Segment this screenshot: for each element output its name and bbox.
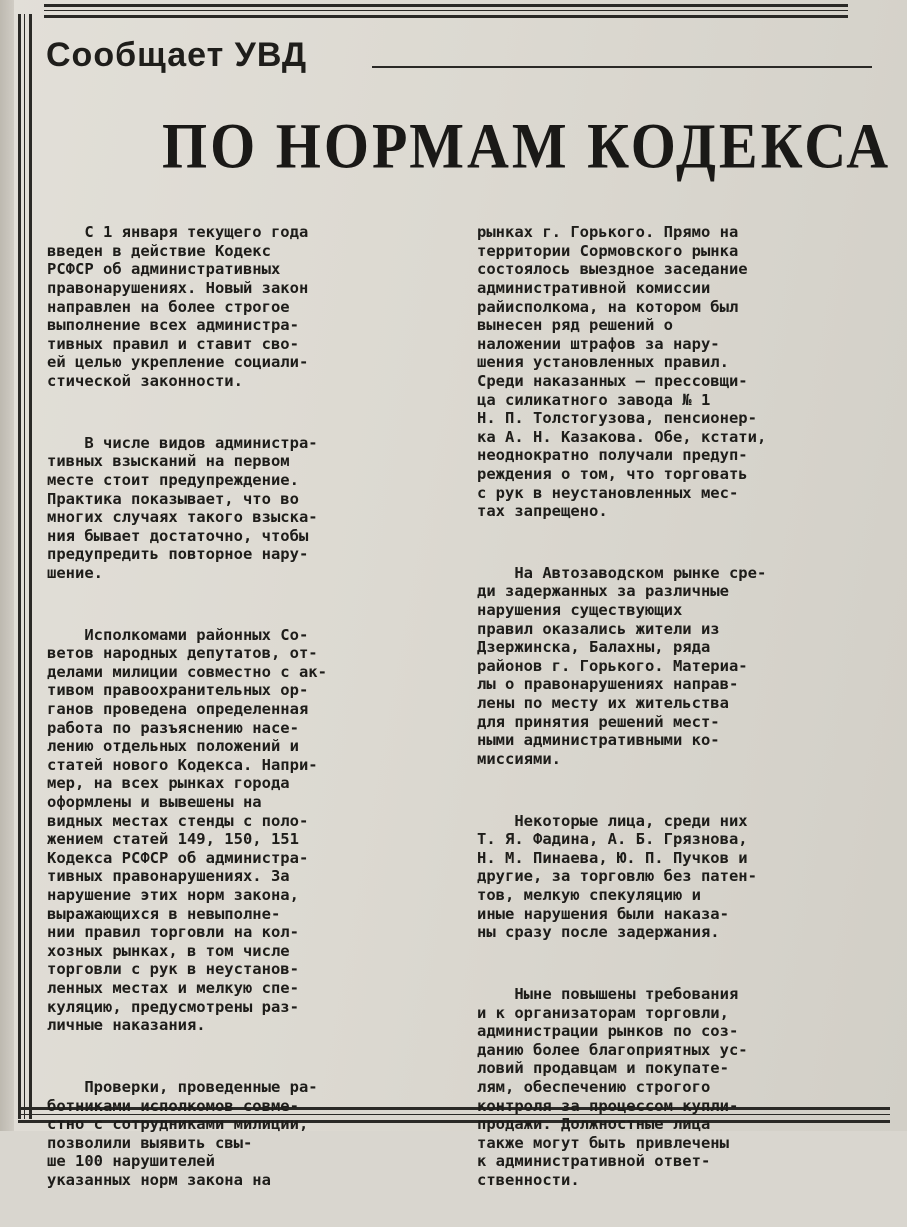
paragraph: В числе видов администра- тивных взысканий на первом месте стоит предупреждение. Практика показывает, что во многих случаях такого взыска- ния бывает достаточно, чтобы предупредить повторное нару- шение.	[47, 433, 318, 582]
paragraph: На Автозаводском рынке сре- ди задержанных за различные нарушения существующих правил оказались жители из Дзержинска, Балахны, ряда районов г. Горького. Материа- лы о правонарушениях направ- лены по месту их жительства для принятия решений мест- ными административными ко- миссиями.	[477, 563, 767, 768]
paragraph: Некоторые лица, среди них Т. Я. Фадина, А. Б. Грязнова, Н. М. Пинаева, Ю. П. Пучков и другие, за торговлю без патен- тов, мелкую спекуляцию и иные нарушения были наказа- ны сразу после задержания.	[477, 811, 757, 942]
rubric-label: Сообщает УВД	[46, 36, 308, 74]
rubric-underline	[372, 66, 872, 68]
right-text-column	[477, 186, 766, 1227]
paragraph: рынках г. Горького. Прямо на территории Сормовского рынка состоялось выездное заседание административной комиссии райисполкома, на котором был вынесен ряд решений о наложении штрафов за нару- шения установленных правил. Среди наказанных — прессовщи- ца силикатного завода № 1 Н. П. Толстогузова, пенсионер- ка А. Н. Казакова. Обе, кстати, неоднократно получали предуп- реждения о том, что торговать с рук в неустановленных мес- тах запрещено.	[477, 223, 767, 521]
paragraph: С 1 января текущего года введен в действие Кодекс РСФСР об административных правонарушениях. Новый закон направлен на более строгое выполнение всех администра- тивных правил и ставит сво- ей целью укрепление социали- стической законности.	[47, 223, 309, 390]
page-edge	[0, 0, 14, 1131]
left-border-rule	[18, 14, 32, 1119]
left-text-column	[47, 186, 327, 1227]
article-headline: ПО НОРМАМ КОДЕКСА	[162, 109, 892, 182]
top-border-rule	[44, 4, 848, 18]
paragraph: Ныне повышены требования и к организаторам торговли, администрации рынков по соз- данию более благоприятных ус- ловий продавцам и покупате- лям, обеспечению строгого контроля за процессом купли- продажи. Должностные лица также могут быть привлечены к административной ответ- ственности.	[477, 984, 748, 1189]
paragraph: Исполкомами районных Со- ветов народных депутатов, от- делами милиции совместно с ак- тивом правоохранительных ор- ганов проведена определенная работа по разъяснению насе- лению отдельных положений и статей нового Кодекса. Напри- мер, на всех рынках города оформлены и вывешены на видных местах стенды с поло- жением статей 149, 150, 151 Кодекса РСФСР об администра- тивных правонарушениях. За нарушение этих норм закона, выражающихся в невыполне- нии правил торговли на кол- хозных рынках, в том числе торговли с рук в неустанов- ленных местах и мелкую спе- куляцию, предусмотрены раз- личные наказания.	[47, 625, 327, 1035]
paragraph: Проверки, проведенные ра- ботниками исполкомов совме- стно с сотрудниками милиции, позволили выявить свы- ше 100 нарушителей указанных норм закона на	[47, 1077, 318, 1189]
